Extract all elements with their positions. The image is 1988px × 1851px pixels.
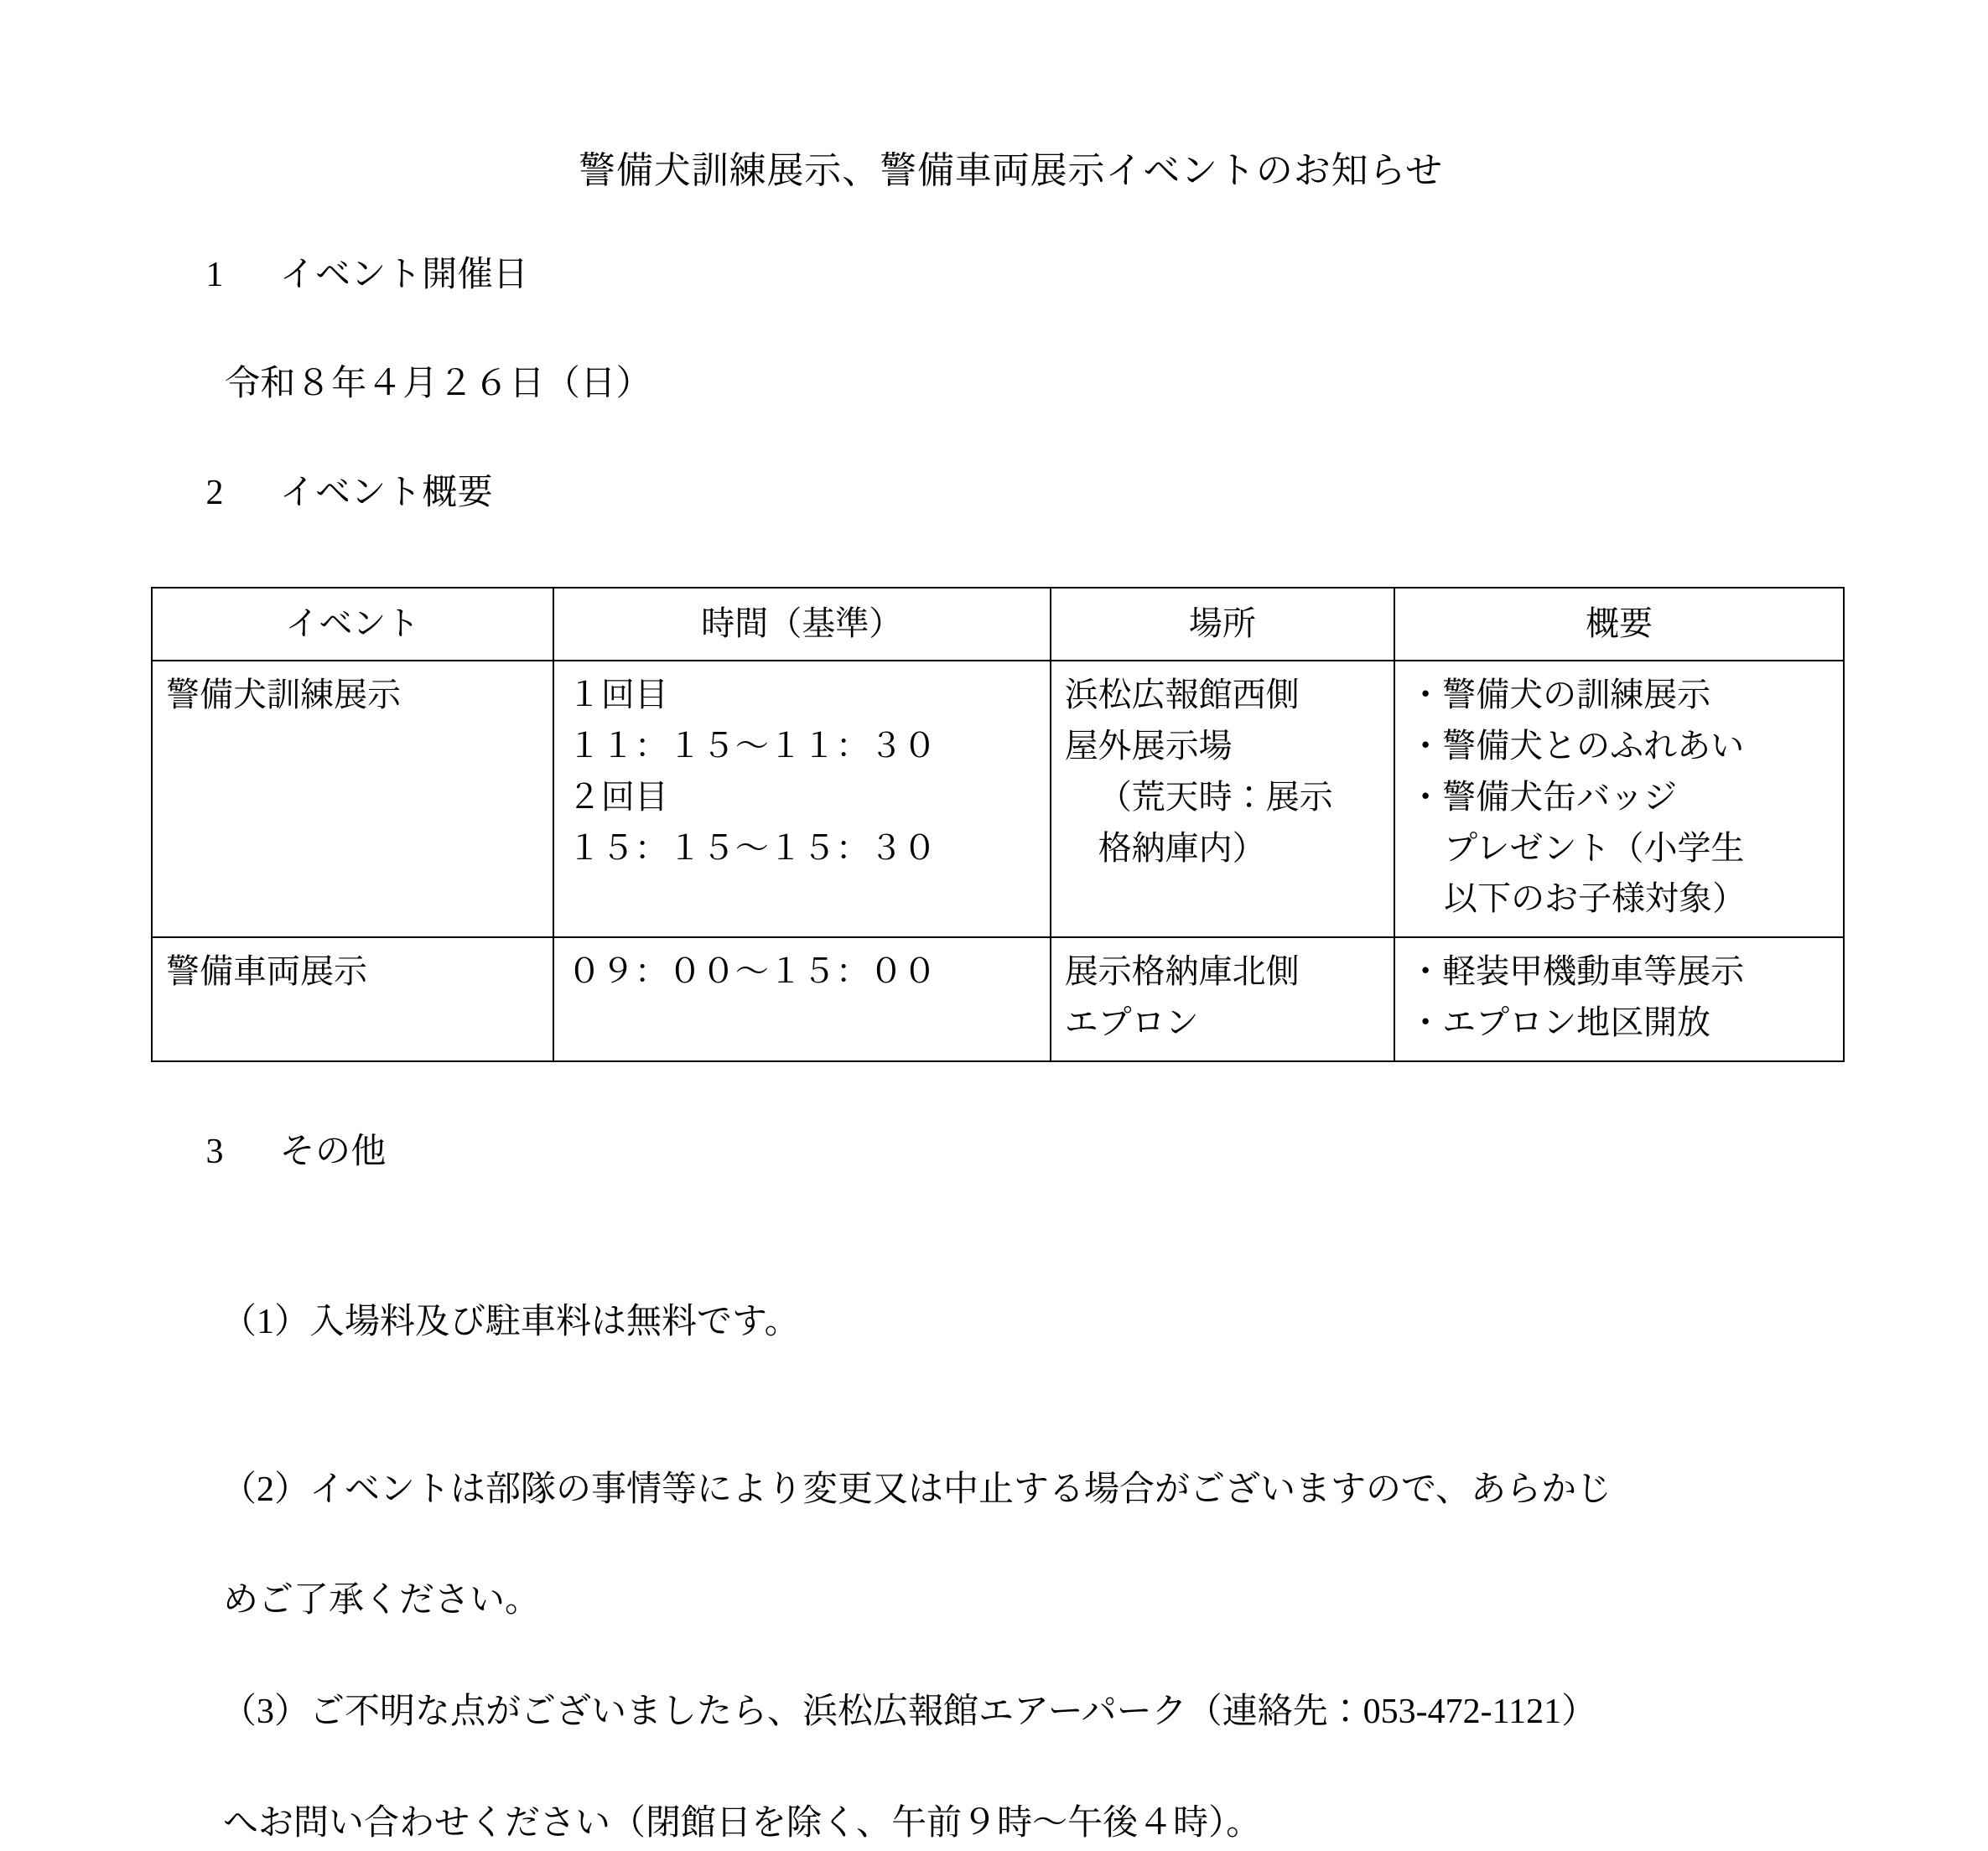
table-header-row [152,588,1844,661]
section-3-heading [151,1071,1887,1234]
time-line: ０９：００～１５：００ [567,952,937,991]
outline-line: ・警備犬とのふれあい [1409,727,1745,765]
outline-line: プレゼント（小学生 [1444,828,1745,867]
table-header-outline: 概要 [1394,588,1844,661]
page-title: 警備犬訓練展示、警備車両展示イベントのお知らせ [579,150,1443,191]
section-3-number: 3 [205,1132,224,1171]
note-label: （1） [221,1303,310,1342]
table-row [152,937,1844,1061]
section-1-body: 令和８年４月２６日（日） [225,365,652,404]
cell-event-name: 警備車両展示 [152,937,553,1061]
place-line: 浜松広報館西側 [1064,676,1300,714]
table-row [152,661,1844,937]
cell-event-place [1051,661,1394,937]
outline-line: ・警備犬缶バッジ [1409,777,1678,816]
outline-line: ・警備犬の訓練展示 [1409,676,1711,714]
outline-line: 以下のお子様対象） [1444,879,1747,918]
section-1-number: 1 [205,255,224,294]
cell-event-time [553,937,1051,1061]
table-header-event: イベント [152,588,553,661]
cell-event-name: 警備犬訓練展示 [152,661,553,937]
note-text: ご不明な点がございましたら、浜松広報館エアーパーク（連絡先：053-472-1121） [309,1692,1597,1731]
table-header-time: 時間（基準） [553,588,1051,661]
note-label: （3） [221,1692,310,1731]
note-item [151,1629,1887,1796]
note-item [151,1239,1887,1406]
table-header-place: 場所 [1051,588,1394,661]
section-2-heading [151,412,1887,575]
document-body [0,194,1988,1851]
place-line: 格納庫内） [1098,828,1266,867]
event-table [151,587,1845,1061]
time-line: ２回目 [567,777,668,816]
note-label: （2） [221,1470,310,1509]
place-line: エプロン [1064,1003,1199,1042]
section-2-title: イベント概要 [279,474,494,513]
section-2-number: 2 [205,474,224,513]
notes-list [151,1239,1887,1851]
note-text: イベントは部隊の事情等により変更又は中止する場合がございますので、あらかじ [309,1470,1612,1509]
note-text: 入場料及び駐車料は無料です。 [309,1303,800,1342]
section-1-heading [151,194,1887,357]
cell-event-time [553,661,1051,937]
note-continuation: へお問い合わせください（閉館日を除く、午前９時～午後４時）。 [223,1803,1262,1843]
time-line: １回目 [567,676,668,714]
outline-line: ・エプロン地区開放 [1409,1003,1711,1042]
place-line: 展示格納庫北側 [1064,952,1300,991]
outline-line: ・軽装甲機動車等展示 [1409,952,1745,991]
place-line: （荒天時：展示 [1098,777,1333,816]
cell-event-outline [1394,937,1844,1061]
place-line: 屋外展示場 [1064,727,1233,765]
section-3-title: その他 [279,1132,387,1171]
section-1-title: イベント開催日 [279,255,529,294]
cell-event-place [1051,937,1394,1061]
time-line: １１：１５～１１：３０ [567,727,937,765]
note-continuation: めご了承ください。 [223,1581,541,1620]
cell-event-outline [1394,661,1844,937]
time-line: １５：１５～１５：３０ [567,828,937,867]
note-item [151,1406,1887,1573]
